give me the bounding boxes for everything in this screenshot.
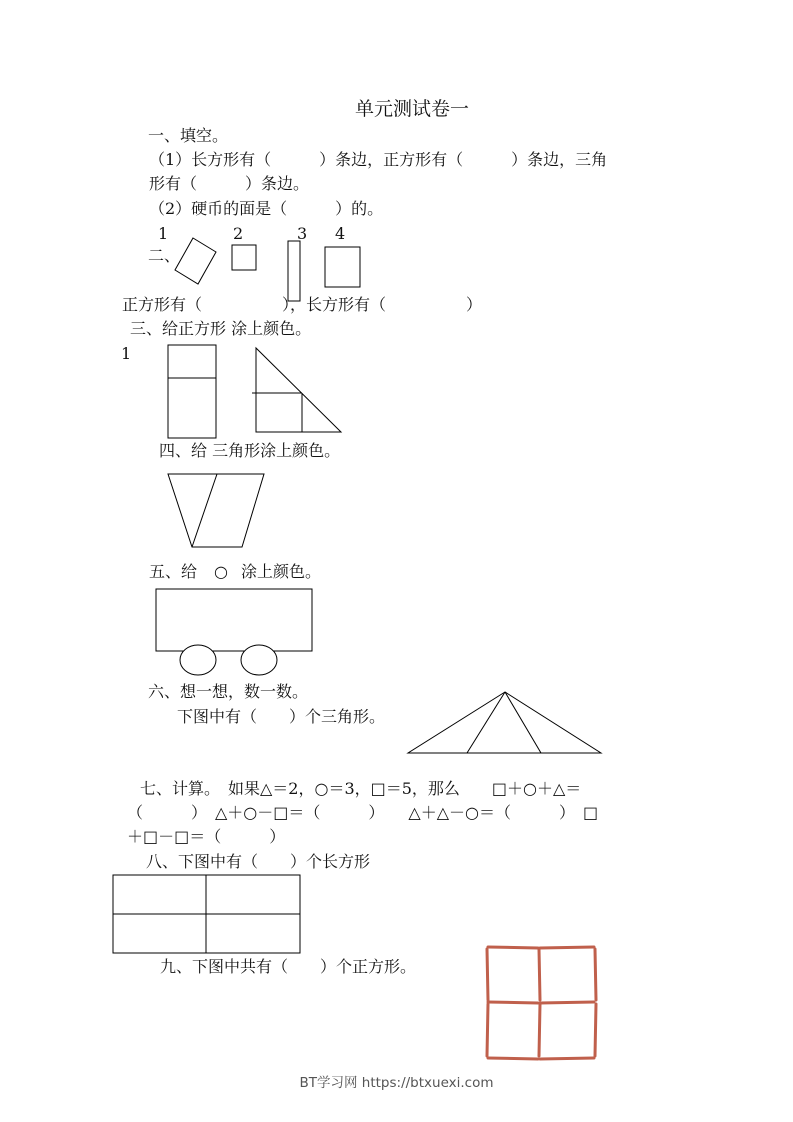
section-6-heading: 六、想一想，数一数。 [148, 682, 309, 701]
section-8-heading: 八、下图中有（ ）个长方形 [146, 852, 371, 871]
matchstick [539, 949, 540, 1000]
trapezoid-shape [168, 474, 264, 547]
triangle-divider-left [467, 692, 505, 753]
section-5-figure [150, 585, 320, 680]
matchstick [488, 1058, 538, 1059]
section-5-tail: 涂上颜色。 [241, 562, 322, 581]
trapezoid-divider [192, 474, 217, 547]
left-wheel-ellipse [180, 645, 216, 675]
page-title: 单元测试卷一 [355, 98, 470, 120]
matchstick [540, 1002, 594, 1003]
tilted-rectangle-shape [175, 238, 216, 284]
cart-body-rectangle [156, 589, 312, 651]
section-3-figure [160, 340, 350, 440]
matchstick [488, 1002, 538, 1003]
triangle-divider-right [505, 692, 541, 753]
matchstick [539, 1004, 540, 1056]
question-1-line-1: （1）长方形有（ ）条边，正方形有（ ）条边，三角 [149, 150, 608, 169]
matchstick [488, 947, 538, 948]
matchstick [540, 947, 594, 948]
section-3-number: 1 [121, 344, 132, 363]
matchstick [595, 949, 596, 1000]
large-square-shape [325, 247, 360, 287]
shape-label-4: 4 [335, 224, 346, 243]
section-8-figure [110, 872, 305, 956]
question-1-line-2: 形有（ ）条边。 [149, 174, 310, 193]
right-triangle-shape [256, 348, 341, 432]
section-2-answer-line: 正方形有（ ），长方形有（ ） [122, 295, 483, 314]
matchstick [595, 1004, 596, 1056]
question-2: （2）硬币的面是（ ）的。 [149, 199, 384, 218]
section-4-figure [160, 470, 270, 550]
large-triangle-shape [408, 692, 601, 753]
section-6-figure [405, 689, 605, 757]
section-5-heading: 五、给 [149, 562, 198, 581]
shape-label-3: 3 [297, 224, 308, 243]
shape-label-2: 2 [233, 224, 244, 243]
small-square-shape [232, 245, 256, 270]
section-7-line-3: ＋□－□＝（ ） [127, 827, 286, 846]
section-6-question: 下图中有（ ）个三角形。 [177, 707, 386, 726]
thin-rectangle-shape [288, 241, 300, 301]
section-4-heading: 四、给 三角形涂上颜色。 [159, 441, 341, 460]
section-2-heading: 二、 [148, 246, 181, 265]
section-7-line-2: （ ） △＋○－□＝（ ） △＋△－○＝（ ） □ [127, 803, 599, 822]
section-7-line-1: 七、计算。 如果△＝2，○＝3，□＝5，那么 □＋○＋△＝ [140, 779, 582, 798]
matchstick [487, 949, 488, 1000]
section-1-heading: 一、填空。 [148, 126, 229, 145]
matchstick [487, 1004, 488, 1056]
footer-watermark: BT学习网 https://btxuexi.com [299, 1075, 494, 1091]
matchstick [540, 1058, 594, 1059]
section-3-heading: 三、给正方形 涂上颜色。 [130, 319, 312, 338]
right-wheel-ellipse [241, 645, 277, 675]
shape-label-1: 1 [158, 224, 169, 243]
tall-rectangle-shape [168, 345, 216, 438]
matchstick-squares-figure [480, 940, 605, 1065]
section-9-heading: 九、下图中共有（ ）个正方形。 [160, 957, 417, 976]
circle-glyph: ○ [214, 562, 228, 581]
